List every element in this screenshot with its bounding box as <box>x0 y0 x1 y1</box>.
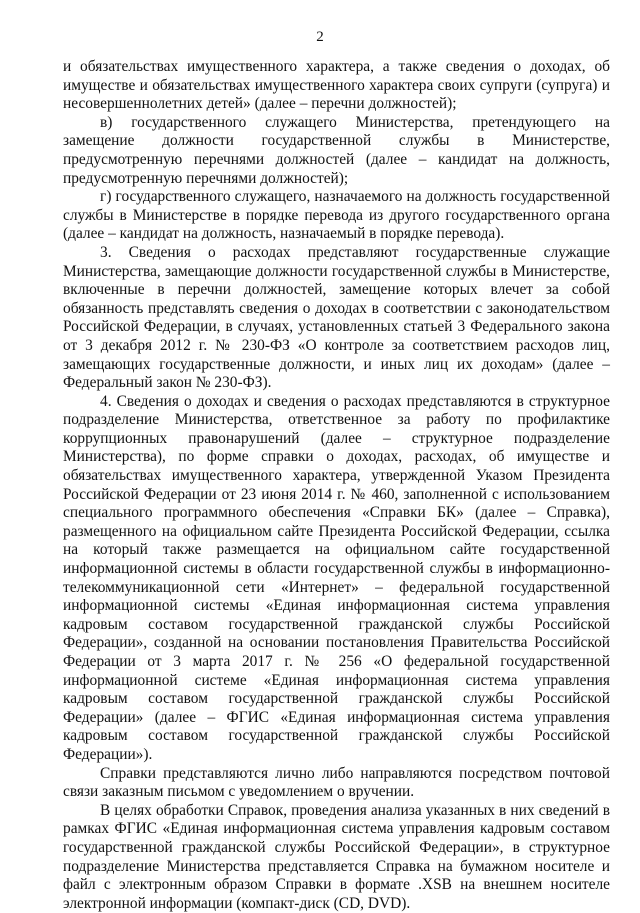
paragraph-submission: Справки представляются лично либо направляются посредством почтовой связи заказным письмом с уведомлением о вручении. <box>63 764 610 801</box>
paragraph-processing: В целях обработки Справок, проведения анализа указанных в них сведений в рамках ФГИС «Единая информационная система управления кадровым составом государственной гражданской службы Российской Федерации», в структурное подразделение Министерства представляется Справка на бумажном носителе и файл с электронным образом Справки в формате .XSB на внешнем носителе электронной информации (компакт-диск (CD, DVD). <box>63 801 610 912</box>
paragraph-continuation: и обязательствах имущественного характера, а также сведения о доходах, об имуществе и обязательствах имущественного характера своих супруги (супруга) и несовершеннолетних детей» (далее – перечни должностей); <box>63 58 610 113</box>
page-number: 2 <box>316 29 324 45</box>
paragraph-point-3: 3. Сведения о расходах представляют государственные служащие Министерства, замещающие должности государственной службы в Министерстве, включенные в перечни должностей, замещение которых влечет за собой обязанность представлять сведения о доходах в соответствии с законодательством Российской Федерации, в случаях, установленных статьей 3 Федерального закона от 3 декабря 2012 г. № 230-ФЗ «О контроле за соответствием расходов лиц, замещающих государственные должности, и иных лиц их доходам» (далее – Федеральный закон № 230-ФЗ). <box>63 243 610 392</box>
document-body <box>63 58 610 913</box>
paragraph-item-v: в) государственного служащего Министерства, претендующего на замещение должности государственной службы в Министерстве, предусмотренную перечнями должностей (далее – кандидат на должность, предусмотренную перечнями должностей); <box>63 113 610 187</box>
paragraph-point-4: 4. Сведения о доходах и сведения о расходах представляются в структурное подразделение Министерства, ответственное за работу по профилактике коррупционных правонарушений (далее – структурное подразделение Министерства), по форме справки о доходах, расходах, об имуществе и обязательствах имущественного характера, утвержденной Указом Президента Российской Федерации от 23 июня 2014 г. № 460, заполненной с использованием специального программного обеспечения «Справки БК» (далее – Справка), размещенного на официальном сайте Президента Российской Федерации, ссылка на который также размещается на официальном сайте государственной информационной системы в области государственной службы в информационно-телекоммуникационной сети «Интернет» – федеральной государственной информационной системы «Единая информационная система управления кадровым составом государственной гражданской службы Российской Федерации», созданной на основании постановления Правительства Российской Федерации от 3 марта 2017 г. № 256 «О федеральной государственной информационной системе «Единая информационная система управления кадровым составом государственной гражданской службы Российской Федерации» (далее – ФГИС «Единая информационная система управления кадровым составом государственной гражданской службы Российской Федерации»). <box>63 392 610 763</box>
paragraph-item-g: г) государственного служащего, назначаемого на должность государственной службы в Министерстве в порядке перевода из другого государственного органа (далее – кандидат на должность, назначаемый в порядке перевода). <box>63 188 610 243</box>
